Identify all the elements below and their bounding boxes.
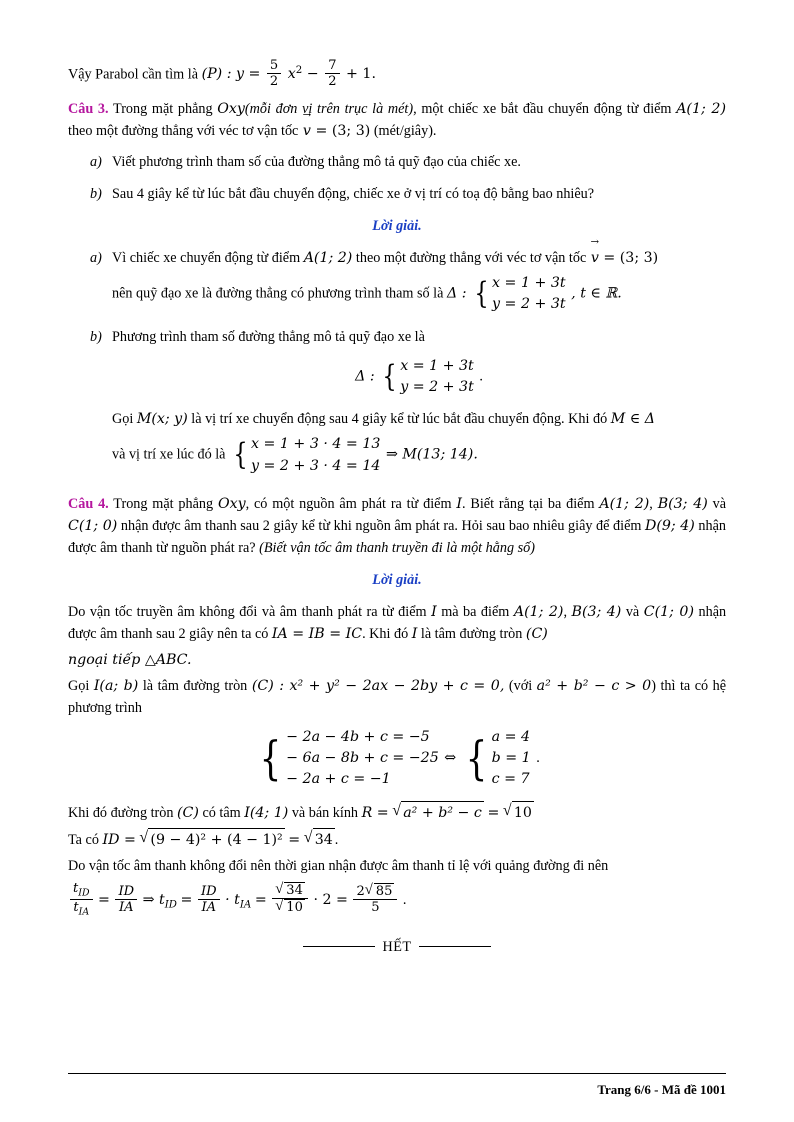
linear-system-display: { − 2a − 4b + c = −5 − 6a − 8b + c = −25 − 2a + c = −1 ⇔ { a = 4 b = 1 c = 7 . (68, 727, 726, 791)
cau4-sol-line1: Do vận tốc truyền âm không đổi và âm thanh phát ra từ điểm I mà ba điểm A(1; 2), B(3; 4) và C(1; 0) nhận được âm thanh sau 2 giây nên ta có IA = IB = IC. Khi đó I là tâm đường tròn (C) (68, 603, 727, 642)
left-brace-icon: { (474, 276, 489, 312)
cau3-solution-b: b) Phương trình tham số đường thẳng mô tả quỹ đạo xe là Δ : { x = 1 + 3t y = 2 + 3t . Gọi M(x; y) là vị trí xe chuyển động sau 4 giây kể từ lúc bắt đầu chuyển động. Khi đó M ∈ Δ và vị trí xe lúc đó là { x = 1 + 3 · 4 = 13 y = 2 + 3 · 4 = 14 ⇒ M(13; 14). (68, 326, 726, 477)
delta-label-b: Δ : (355, 368, 375, 385)
point-b-4: B(3; 4) (657, 495, 708, 512)
sqrt-10-den: √ 10 (275, 899, 305, 915)
circle-equation: (C) : x² + y² − 2ax − 2by + c = 0, (251, 677, 505, 694)
equivalence-symbol: ⇔ (444, 750, 457, 767)
fraction-7-2: $\frac{7}{2}$ (325, 58, 339, 89)
sqrt-10: √ 10 (503, 801, 534, 824)
cau3-item-b: b) Sau 4 giây kể từ lúc bắt đầu chuyển động, chiếc xe ở vị trí có toạ độ bằng bao nhiêu? (68, 183, 726, 205)
sqrt-radius: √ a² + b² − c (392, 801, 484, 824)
fraction-2sqrt85-5: $\frac{2 √ 85}{5}$ (353, 883, 397, 915)
sqrt-85: √ 85 (365, 883, 395, 899)
cau4-sol-proportion: Do vận tốc âm thanh không đổi nên thời gian nhận được âm thanh tỉ lệ với quảng đường đi nên (68, 857, 609, 874)
point-c-4: C(1; 0) (68, 517, 118, 534)
item-marker-b: b) (90, 186, 102, 203)
left-brace-icon: { (233, 437, 248, 473)
intro-formula: (P) : y = $\frac{5}{2}$ $x^2$ − $\frac{7}{2}$ + 1. (201, 58, 376, 90)
cau3-solution-a: a) Vì chiếc xe chuyển động từ điểm A(1; 2) theo một đường thẳng với véc tơ vận tốc v → = (3; 3) nên quỹ đạo xe là đường thẳng có phương trình tham số là Δ : { x = 1 + 3t y = 2 + 3t , t ∈ ℝ. (68, 247, 726, 316)
fraction-id-ia-2: $\frac{ID}{IA}$ (198, 884, 220, 915)
point-m: M(x; y) (136, 411, 188, 428)
velocity-vector-sol: v → (590, 247, 600, 269)
equation-system-right: { a = 4 b = 1 c = 7 (465, 728, 531, 788)
left-brace-icon: { (465, 732, 488, 786)
divider-right (419, 946, 491, 947)
cau4-label: Câu 4. (68, 495, 109, 512)
cau3-item-a: a) Viết phương trình tham số của đường thẳng mô tả quỹ đạo của chiếc xe. (68, 151, 726, 173)
center-i-ab: I(a; b) (93, 677, 139, 694)
oxy-plane: Oxy (217, 101, 245, 118)
point-d-4: D(9; 4) (645, 517, 695, 534)
param-equation-display: Δ : { x = 1 + 3t y = 2 + 3t . (112, 356, 726, 399)
cau4-statement: Câu 4. Trong mặt phẳng Oxy, có một nguồn âm phát ra từ điểm I. Biết rằng tại ba điểm A(1; 2), B(3; 4) và C(1; 0) nhận được âm thanh sau 2 giây kể từ khi nguồn âm phát ra. Hỏi sau bao nhiêu giây để điểm D(9; 4) nhận được âm thanh từ nguồn phát ra? (Biết vận tốc âm thanh truyền đi là một hằng số) (68, 495, 727, 556)
intro-prefix: Vậy Parabol cần tìm là (68, 66, 199, 83)
left-brace-icon: { (259, 732, 282, 786)
velocity-vector: v → (302, 120, 312, 142)
cau3-solution-b-final: và vị trí xe lúc đó là { x = 1 + 3 · 4 = 13 y = 2 + 3 · 4 = 14 ⇒ M(13; 14). (112, 434, 726, 477)
oxy-plane-4: Oxy (217, 495, 246, 512)
center-point: I(4; 1) (244, 804, 289, 821)
point-a-sol: A(1; 2) (303, 250, 353, 267)
equation-system-left: { − 2a − 4b + c = −5 − 6a − 8b + c = −25 − 2a + c = −1 (259, 728, 439, 788)
delta-label-a: Δ : (446, 285, 467, 302)
het-divider (68, 936, 726, 958)
param-system-a: { x = 1 + 3t y = 2 + 3t (474, 275, 566, 313)
cau4-final-equation: $\frac{t_{ID}}{t_{IA}}$ = $\frac{ID}{IA}$ ⇒ $t_{ID}$ = $\frac{ID}{IA}$ · $t_{IA}$ = √ 34 √ 10 · 2 = $\frac{2 √ 85}{5}$ . (68, 881, 726, 918)
cau3-statement: Câu 3. Trong mặt phẳng Oxy(mỗi đơn vị trên trục là mét), một chiếc xe bắt đầu chuyển động từ điểm A(1; 2) theo một đường thẳng với véc tơ vận tốc v → = (3; 3) (mét/giây). (68, 98, 726, 142)
intro-parabol-line (68, 58, 726, 89)
divider-left (303, 946, 375, 947)
cau3-loigiai-heading: Lời giải. (372, 218, 422, 235)
position-system: { x = 1 + 3 · 4 = 13 y = 2 + 3 · 4 = 14 (233, 436, 381, 474)
fraction-id-ia-1: $\frac{ID}{IA}$ (115, 884, 137, 915)
left-brace-icon: { (382, 358, 397, 394)
sqrt-34: √ 34 (304, 828, 335, 851)
sqrt-id: √ (9 − 4)² + (4 − 1)² (139, 828, 284, 851)
cau3-label: Câu 3. (68, 101, 109, 118)
cau3-solution-b-text: Gọi M(x; y) là vị trí xe chuyển động sau 4 giây kể từ lúc bắt đầu chuyển động. Khi đó M ∈ Δ (112, 411, 656, 428)
solution-marker-b: b) (90, 328, 102, 345)
cau4-sol-line3: Gọi I(a; b) là tâm đường tròn (C) : x² + y² − 2ax − 2by + c = 0, (với a² + b² − c > 0) thì ta có hệ phương trình (68, 677, 727, 716)
point-a-4: A(1; 2) (599, 495, 650, 512)
solution-marker-a: a) (90, 250, 102, 267)
cau4-sol-line2: ngoại tiếp △ABC. (68, 651, 192, 668)
point-i: I (456, 495, 462, 512)
fraction-5-2: $\frac{5}{2}$ (267, 58, 281, 89)
page-footer (68, 1073, 726, 1100)
footer-text: Trang 6/6 - Mã đề 1001 (597, 1081, 726, 1097)
sqrt-34-num: √ 34 (275, 882, 305, 898)
cau4-loigiai-heading: Lời giải. (372, 571, 422, 588)
param-system-b: { x = 1 + 3t y = 2 + 3t (382, 357, 474, 395)
cau4-sol-radius: Khi đó đường tròn (C) có tâm I(4; 1) và bán kính R = √ a² + b² − c = √ 10 (68, 801, 726, 824)
cau4-note: (Biết vận tốc âm thanh truyền đi là một hằng số) (259, 539, 535, 556)
point-a: A(1; 2) (676, 101, 726, 118)
fraction-sqrt34-sqrt10 (272, 882, 308, 915)
cau4-sol-id: Ta có ID = √ (9 − 4)² + (4 − 1)² = √ 34 . (68, 828, 726, 851)
fraction-tid-tia: $\frac{t_{ID}}{t_{IA}}$ (70, 881, 93, 918)
het-label: HẾT (382, 938, 412, 955)
item-marker-a: a) (90, 154, 102, 171)
